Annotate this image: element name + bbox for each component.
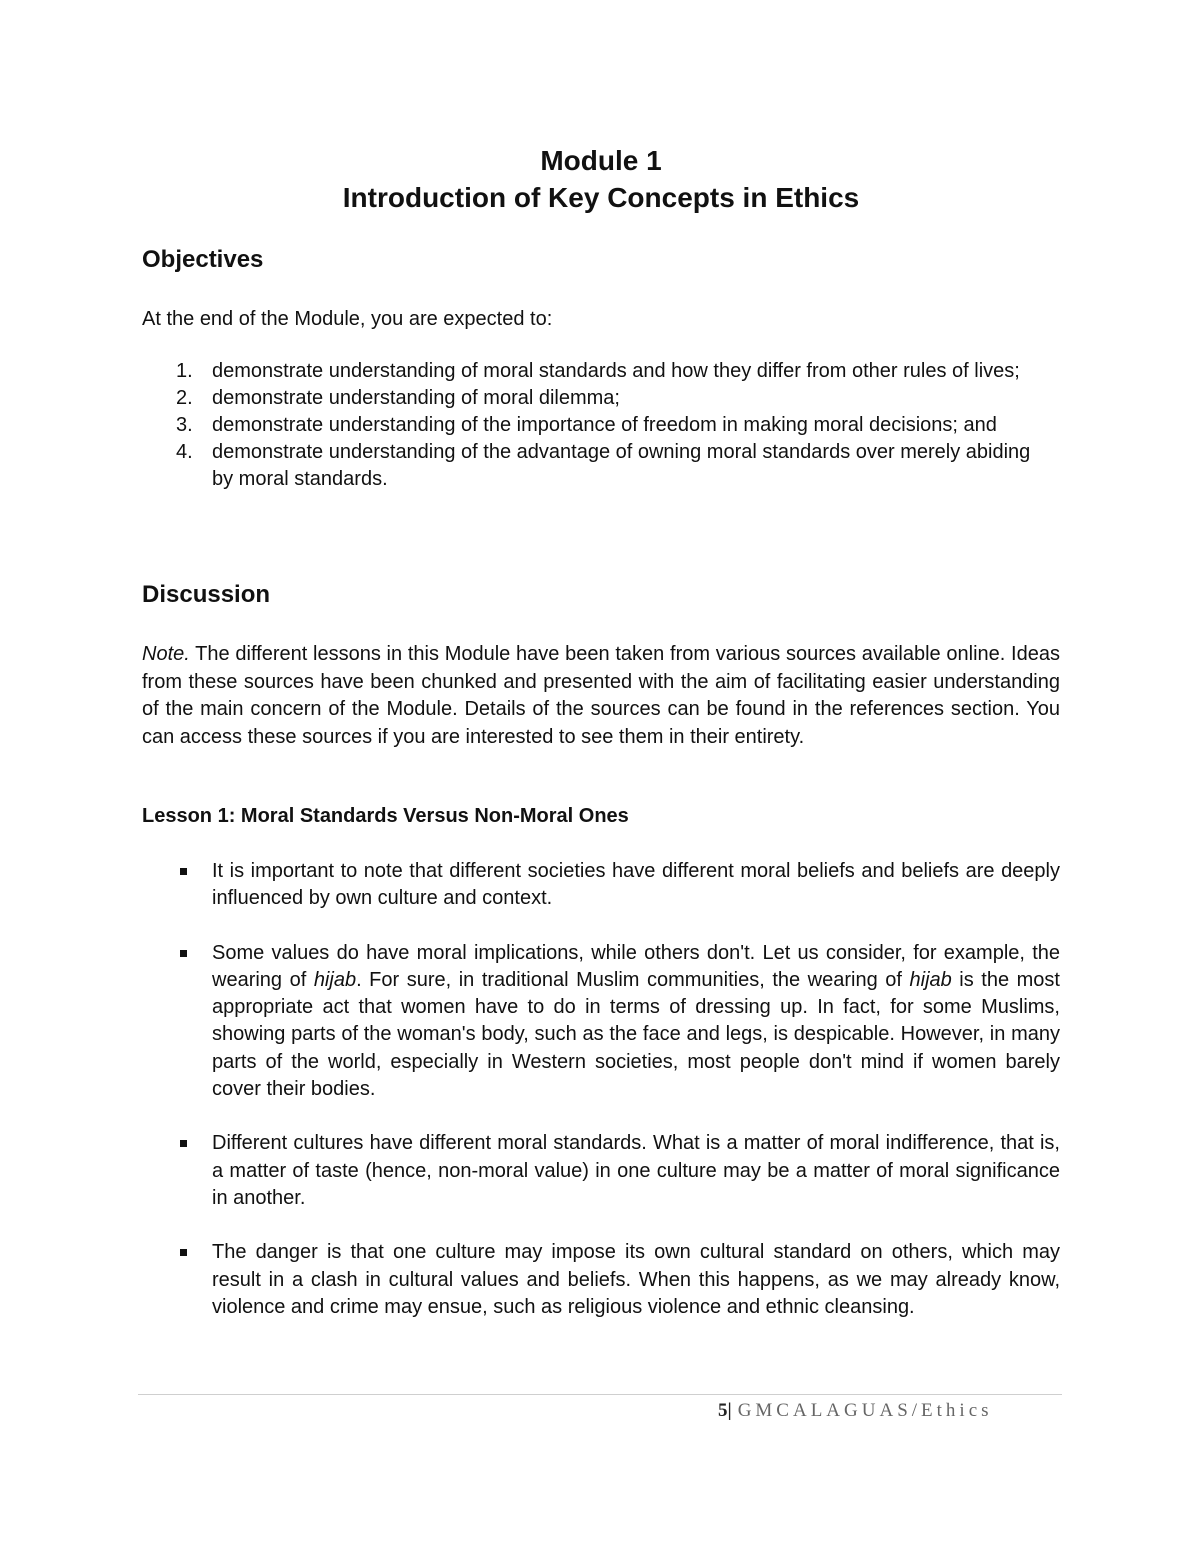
list-item	[142, 358, 1042, 385]
bullet-text	[212, 940, 1060, 1104]
list-item	[142, 439, 1042, 493]
hijab-term: hijab	[313, 968, 357, 991]
note-paragraph	[142, 641, 1060, 751]
page-title	[142, 142, 1060, 216]
module-number: Module 1	[540, 145, 662, 176]
note-text: The different lessons in this Module have been taken from various sources available online. Ideas from these sources have been chunked and presented with the aim of facilitating easier understanding of the main concern of the Module. Details of the sources can be found in the references section. You can access these sources if you are interested to see them in their entirety.	[142, 643, 1060, 748]
list-item	[142, 385, 1042, 412]
list-number: 4.	[176, 441, 193, 463]
discussion-heading: Discussion	[142, 581, 271, 608]
hijab-term: hijab	[909, 968, 952, 991]
footer-divider	[138, 1394, 1062, 1395]
running-title: GMCALAGUAS/Ethics	[737, 1400, 993, 1421]
lesson-heading: Lesson 1: Moral Standards Versus Non-Moral Ones	[142, 805, 629, 827]
bullet-text-part: Some values do have moral implications, while others don't. Let us consider, for example, the wearing of	[212, 941, 1060, 991]
list-item	[142, 1239, 1060, 1321]
list-item	[142, 858, 1060, 913]
module-title: Introduction of Key Concepts in Ethics	[342, 182, 860, 213]
lesson-bullet-list	[142, 858, 1060, 1348]
list-text: demonstrate understanding of moral dilemma;	[212, 387, 620, 409]
list-text: demonstrate understanding of moral standards and how they differ from other rules of lives;	[212, 360, 1020, 382]
page-number: 5	[718, 1400, 728, 1421]
bullet-text-part: . For sure, in traditional Muslim communities, the wearing of	[356, 968, 910, 991]
list-number: 3.	[176, 414, 193, 436]
list-number: 2.	[176, 387, 193, 409]
objectives-list	[142, 358, 1042, 493]
footer-separator: |	[727, 1400, 732, 1421]
square-bullet-icon	[180, 1249, 187, 1256]
square-bullet-icon	[180, 1140, 187, 1147]
bullet-text: It is important to note that different societies have different moral beliefs and beliefs are deeply influenced by own culture and context.	[212, 860, 1060, 910]
objectives-heading: Objectives	[142, 246, 264, 273]
list-item	[142, 940, 1060, 1104]
objectives-intro: At the end of the Module, you are expected to:	[142, 308, 553, 330]
list-item	[142, 1130, 1060, 1212]
bullet-text: The danger is that one culture may impose its own cultural standard on others, which may result in a clash in cultural values and beliefs. When this happens, as we may already know, violence and crime may ensue, such as religious violence and ethnic cleansing.	[212, 1241, 1060, 1318]
list-text: demonstrate understanding of the importance of freedom in making moral decisions; and	[212, 414, 997, 436]
page-footer	[718, 1400, 993, 1422]
note-label: Note.	[142, 643, 190, 665]
list-text: demonstrate understanding of the advantage of owning moral standards over merely abiding by moral standards.	[212, 441, 1031, 490]
bullet-text: Different cultures have different moral standards. What is a matter of moral indifference, that is, a matter of taste (hence, non-moral value) in one culture may be a matter of moral significance in another.	[212, 1132, 1060, 1209]
list-item	[142, 412, 1042, 439]
square-bullet-icon	[180, 950, 187, 957]
square-bullet-icon	[180, 868, 187, 875]
list-number: 1.	[176, 360, 193, 382]
bullet-text-part: is the most appropriate act that women have to do in terms of dressing up. In fact, for some Muslims, showing parts of the woman's body, such as the face and legs, is despicable. However, in many parts of the world, especially in Western societies, most people don't mind if women barely cover their bodies.	[212, 968, 1060, 1101]
